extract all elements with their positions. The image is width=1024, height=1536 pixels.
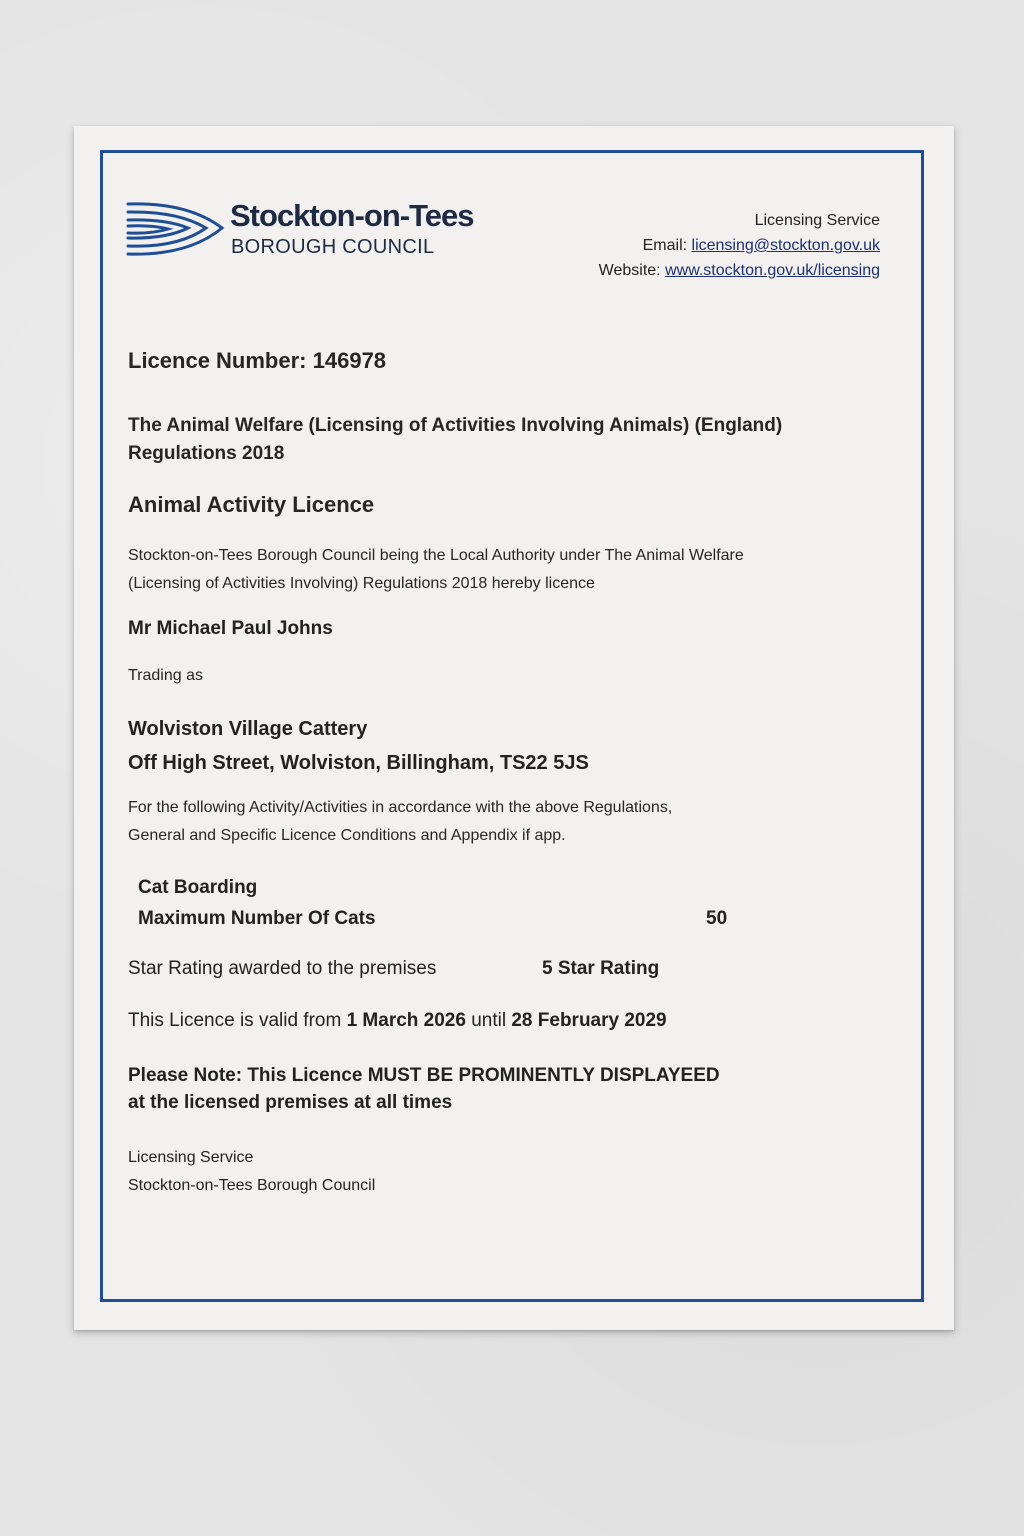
activity-intro-line-1: For the following Activity/Activities in accordance with the above Regulations, — [128, 799, 673, 816]
council-logo — [126, 196, 486, 266]
licence-number-label: Licence Number: — [128, 348, 307, 373]
star-rating-value: 5 Star Rating — [542, 958, 660, 979]
regulations-line-1: The Animal Welfare (Licensing of Activities Involving Animals) (England) — [128, 415, 783, 436]
validity-line — [128, 1010, 898, 1032]
valid-until-date: 28 February 2029 — [511, 1010, 667, 1031]
business-block — [128, 712, 898, 780]
star-rating-label: Star Rating awarded to the premises — [128, 958, 437, 979]
activity-row — [138, 872, 898, 903]
activity-intro — [128, 794, 898, 850]
contact-service: Licensing Service — [754, 212, 880, 229]
logo-subtitle: BOROUGH COUNCIL — [231, 236, 435, 258]
intro-line-1: Stockton-on-Tees Borough Council being the Local Authority under The Animal Welfare — [128, 547, 744, 564]
footer-council: Stockton-on-Tees Borough Council — [128, 1177, 376, 1194]
licence-document — [74, 126, 954, 1330]
activity-intro-line-2: General and Specific Licence Conditions and Appendix if app. — [128, 827, 566, 844]
valid-mid: until — [471, 1010, 507, 1031]
licensee-name: Mr Michael Paul Johns — [128, 618, 333, 639]
regulations-line-2: Regulations 2018 — [128, 443, 285, 464]
footer-service: Licensing Service — [128, 1149, 254, 1166]
contact-block — [599, 208, 880, 283]
max-cats-row — [138, 903, 898, 934]
valid-from-date: 1 March 2026 — [346, 1010, 466, 1031]
email-link[interactable]: licensing@stockton.gov.uk — [691, 237, 880, 254]
activity-block — [138, 872, 898, 934]
note-line-1: Please Note: This Licence MUST BE PROMINENTLY DISPLAYEED — [128, 1065, 720, 1086]
licence-content — [128, 348, 898, 1200]
email-label: Email: — [642, 237, 688, 254]
licence-number-value: 146978 — [312, 348, 387, 373]
regulations-heading — [128, 412, 898, 468]
max-cats-label: Maximum Number Of Cats — [138, 908, 376, 929]
valid-prefix: This Licence is valid from — [128, 1010, 342, 1031]
signature-block — [128, 1144, 898, 1200]
intro-line-2: (Licensing of Activities Involving) Regulations 2018 hereby licence — [128, 575, 595, 592]
licence-title: Animal Activity Licence — [128, 492, 375, 517]
trading-as-label: Trading as — [128, 667, 203, 684]
display-note — [128, 1062, 898, 1116]
swoosh-logo-icon — [126, 196, 226, 266]
business-address: Off High Street, Wolviston, Billingham, TS22 5JS — [128, 752, 589, 774]
business-name: Wolviston Village Cattery — [128, 718, 368, 740]
licence-intro — [128, 542, 898, 598]
website-label: Website: — [598, 262, 661, 279]
licence-number — [128, 348, 898, 374]
activity-name: Cat Boarding — [138, 877, 258, 898]
contact-email-line — [599, 233, 880, 258]
website-link[interactable]: www.stockton.gov.uk/licensing — [665, 262, 880, 279]
contact-website-line — [599, 258, 880, 283]
star-rating-row — [128, 958, 898, 986]
max-cats-value: 50 — [706, 908, 728, 929]
note-line-2: at the licensed premises at all times — [128, 1092, 453, 1113]
logo-name: Stockton-on-Tees — [230, 198, 474, 233]
